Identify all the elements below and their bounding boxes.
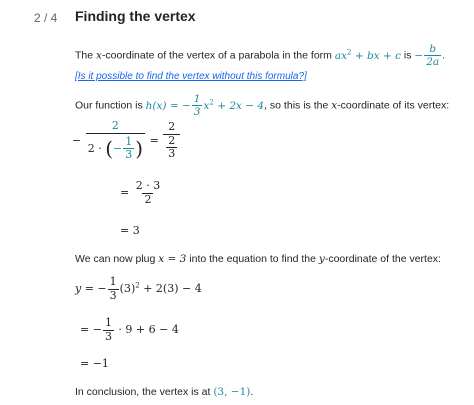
vertex-x-step2: = $\frac{2 \cdot 3}{2}$: [120, 179, 161, 206]
intro-line: The x-coordinate of the vertex of a parabola in the form $ax^2$ + bx + c is − $\frac{b}{2a}$ .: [75, 43, 446, 69]
one-third-fraction: $\frac{1}{3}$: [193, 93, 201, 119]
step-counter: 2 / 4: [34, 11, 58, 25]
step-title: Finding the vertex: [75, 8, 196, 24]
function-line: Our function is h(x) = − $\frac{1}{3}$ $x^2 + 2x - 4$, so this is the x-coordinate of its vertex:: [75, 93, 450, 119]
vertex-x-fraction: 2 2 · (− $\frac{1}{3}$ ): [87, 119, 144, 162]
formula-hint-link[interactable]: [Is it possible to find the vertex without this formula?]: [75, 71, 307, 82]
vertex-x-result: = 3: [120, 224, 140, 237]
y-calc-line2: = − $\frac{1}{3}$ · 9 + 6 − 4: [80, 316, 179, 343]
b-over-2a-fraction: $\frac{b}{2a}$: [426, 43, 440, 69]
conclusion-line: In conclusion, the vertex is at (3, −1).: [75, 386, 254, 398]
vertex-x-calc: − 2 2 · (− $\frac{1}{3}$ ) = $\frac{2}{\frac{2}{3}}$: [72, 120, 181, 162]
simplified-fraction: $\frac{2}{\frac{2}{3}}$: [163, 121, 180, 161]
y-calc-line1: y = − $\frac{1}{3}$ $(3)^2 + 2(3) - 4$: [75, 275, 202, 302]
plug-line: We can now plug x = 3 into the equation to find the y-coordinate of the vertex:: [75, 253, 441, 265]
y-calc-result: = −1: [80, 357, 109, 370]
